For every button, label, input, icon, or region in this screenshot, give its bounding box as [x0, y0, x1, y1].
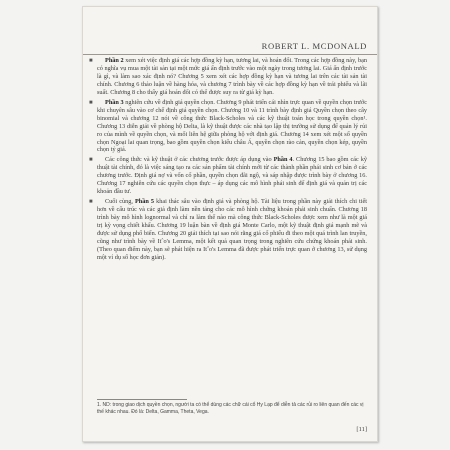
part-label: Phần 3 [105, 98, 124, 106]
bullet-icon: ■ [89, 99, 93, 106]
header-rule [83, 54, 377, 55]
paragraph-part-5 [89, 198, 367, 262]
paragraph-text: xem xét việc định giá các hợp đồng kỳ hạn, tương lai, và hoán đổi. Trong các hợp đồng này, bạn có nghĩa vụ mua một tài sản tại một mức giá ấn định trước vào một ngày trong tương lai. Giá ấn định trước là gì, và làm sao xác định nó? Chương 5 xem xét các hợp đồng kỳ hạn và tương lai trên các tài sản tài chính. Chương 6 thảo luận về hàng hóa, và chương 7 trình bày về các hợp đồng kỳ hạn về trái phiếu và lãi suất. Chương 8 cho thấy giá hoán đổi có thể được suy ra từ giá kỳ hạn. [97, 57, 367, 96]
running-head: ROBERT L. MCDONALD [261, 41, 367, 51]
paragraph-text: . Chương 15 bao gồm các kỹ thuật tài chính, đó là việc sáng tạo ra các sản phẩm tài chính mới từ các thành phần phái sinh cơ bản ở các chương trước. Định giá nợ và vốn cổ phần, quyền chọn đãi ngộ, và sáp nhập được trình bày ở chương 16. Chương 17 nghiên cứu các quyền chọn thực – áp dụng các mô hình phái sinh để định giá và quản trị các khoản đầu tư. [97, 156, 367, 196]
footnote-rule [97, 399, 187, 400]
part-label: Phần 5 [134, 198, 155, 206]
page-number: [11] [356, 426, 367, 433]
body-text [89, 57, 367, 264]
paragraph-prefix: Các công thức và kỹ thuật ở các chương trước được áp dụng vào [105, 156, 274, 164]
paragraph-prefix: Cuối cùng, [105, 198, 135, 206]
part-label: Phần 2 [105, 57, 124, 64]
part-label: Phần 4 [273, 156, 293, 164]
bullet-icon: ■ [89, 199, 93, 206]
book-page [82, 6, 378, 442]
paragraph-part-2 [89, 57, 367, 97]
paragraph-part-4 [89, 156, 367, 196]
bullet-icon: ■ [89, 157, 93, 164]
bullet-icon: ■ [89, 58, 93, 64]
paragraph-text: nghiên cứu về định giá quyền chọn. Chương 9 phát triển cái nhìn trực quan về quyền chọn trước khi chuyên sâu vào cơ chế định giá quyền chọn. Chương 10 và 11 trình bày định giá Quyền chọn theo cây binomial và chương 12 nói về công thức Black-Scholes và các kỹ thuật toán học trong quyền chọn¹. Chương 13 diễn giải về phòng hộ Delta, là kỹ thuật được các nhà tạo lập thị trường sử dụng để quản lý rủi ro của mình về quyền chọn, và mối liên hệ giữa phòng hộ với định giá. Chương 14 xem xét một số quyền chọn Ngoại lai quan trọng, bao gồm quyền chọn kiểu châu Á, quyền chọn rào cản, quyền chọn kép, quyền chọn tỷ giá. [97, 98, 367, 154]
paragraph-text: khai thác sâu vào định giá và phòng hộ. Tài liệu trong phần này giải thích chi tiết hơn về cấu trúc và các giả định làm nền tảng cho các mô hình chứng khoán phái sinh chuẩn. Chương 18 trình bày mô hình lognormal và chỉ ra làm thế nào mà công thức Black-Scholes được xem như là một giá trị kỳ vọng chiết khấu. Chương 19 luận bàn về định giá Monte Carlo, một kỹ thuật định giá mạnh mẽ và được sử dụng phổ biến. Chương 20 giải thích tại sao nói rằng giá cổ phiếu đi theo một quá trình lan truyền, cũng như trình bày về Itˆo's Lemma, một kết quả quan trọng trong nghiên cứu chứng khoán phái sinh. (Theo quan điểm này, bạn sẽ phát hiện ra Itˆo's Lemma đã được phát triển trực quan ở chương 13, sử dụng một ví dụ số học đơn giản). [97, 198, 367, 261]
footnote: 1. ND: trong giao dịch quyền chọn, người ta có thể dùng các chữ cái cổ Hy Lạp để diễn tả các rủi ro liên quan đến các vị thế khác nhau. Đó là: Delta, Gamma, Theta, Vega. [97, 402, 364, 415]
paragraph-part-3 [89, 98, 367, 155]
